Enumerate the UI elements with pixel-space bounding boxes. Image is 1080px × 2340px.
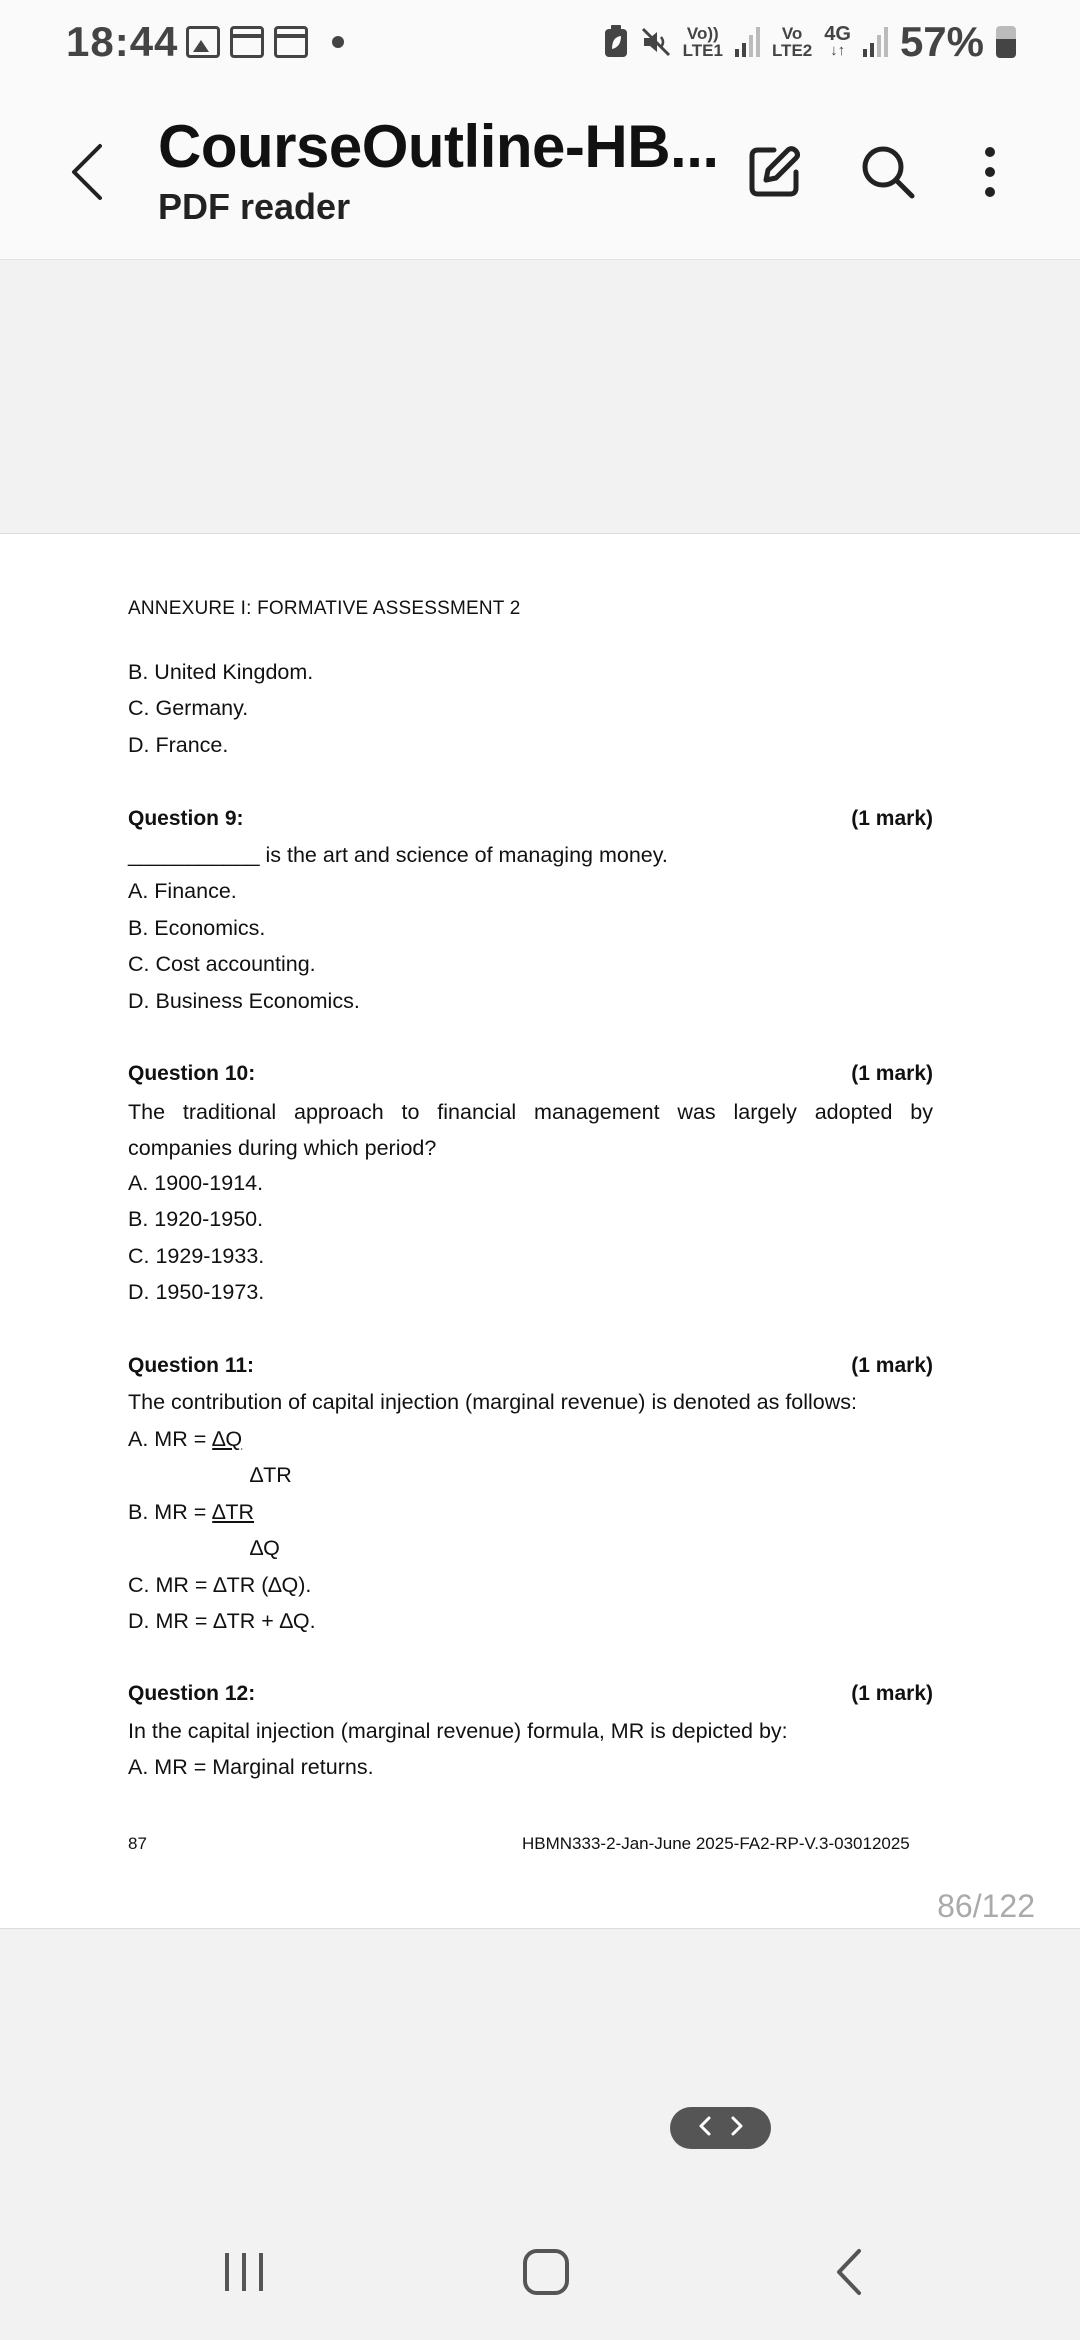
battery-icon xyxy=(996,26,1016,58)
prev-option-d: D. France. xyxy=(128,733,229,757)
question-10-option-b: B. 1920-1950. xyxy=(128,1207,264,1231)
prev-option-b: B. United Kingdom. xyxy=(128,660,314,684)
option-b-numerator: ∆TR xyxy=(212,1500,255,1524)
system-back-button[interactable] xyxy=(810,2242,890,2302)
chevron-left-icon xyxy=(60,140,120,204)
sim2-data-indicator xyxy=(824,23,851,59)
app-bar xyxy=(0,88,1080,260)
question-10-option-d: D. 1950-1973. xyxy=(128,1280,265,1304)
search-button[interactable] xyxy=(854,138,922,206)
question-12-stem: In the capital injection (marginal revenue) formula, MR is depicted by: xyxy=(128,1719,788,1743)
question-9-option-d: D. Business Economics. xyxy=(128,989,360,1013)
document-page-number: 87 xyxy=(128,1834,147,1853)
question-9-option-c: C. Cost accounting. xyxy=(128,952,316,976)
option-b-denominator: ∆Q xyxy=(250,1536,280,1560)
question-11-option-a xyxy=(128,1427,242,1452)
chevron-right-icon xyxy=(729,2115,745,2137)
question-10-option-c: C. 1929-1933. xyxy=(128,1244,265,1268)
edit-button[interactable] xyxy=(740,138,808,206)
option-a-prefix: A. MR = xyxy=(128,1427,213,1451)
question-10-label: Question 10: xyxy=(128,1062,256,1085)
question-9-option-b: B. Economics. xyxy=(128,916,266,940)
question-9-option-a: A. Finance. xyxy=(128,879,237,903)
more-vertical-icon xyxy=(980,142,1000,202)
sim2-signal-icon xyxy=(863,27,888,57)
sim1-lte-label: LTE1 xyxy=(682,41,723,60)
sim2-network xyxy=(772,25,812,59)
back-button[interactable] xyxy=(60,140,120,204)
option-b-prefix: B. MR = xyxy=(128,1500,213,1524)
pdf-page[interactable] xyxy=(0,533,1080,1929)
system-indicators xyxy=(603,18,1016,66)
calendar-icon xyxy=(230,26,264,58)
question-10-mark: (1 mark) xyxy=(851,1062,933,1085)
prev-option-c: C. Germany. xyxy=(128,696,249,720)
more-notifications-dot-icon xyxy=(332,36,344,48)
home-icon xyxy=(521,2247,571,2297)
question-12-option-a: A. MR = Marginal returns. xyxy=(128,1755,374,1779)
question-11-option-c: C. MR = ∆TR (∆Q). xyxy=(128,1573,312,1597)
sim2-lte-label: LTE2 xyxy=(771,41,813,60)
annexure-header: ANNEXURE I: FORMATIVE ASSESSMENT 2 xyxy=(128,598,521,619)
question-11-label: Question 11: xyxy=(128,1354,255,1377)
question-10-heading xyxy=(128,1062,933,1086)
data-arrows-icon: ↓↑ xyxy=(830,42,846,59)
status-time: 18:44 xyxy=(66,18,179,65)
recent-apps-button[interactable] xyxy=(204,2242,284,2302)
mute-icon xyxy=(641,27,671,57)
sim1-signal-icon xyxy=(735,27,760,57)
question-9-stem: ___________ is the art and science of managing money. xyxy=(128,843,668,867)
question-9-mark: (1 mark) xyxy=(851,807,933,830)
sim1-network xyxy=(683,25,723,59)
status-bar xyxy=(0,0,1080,88)
home-button[interactable] xyxy=(506,2242,586,2302)
battery-percent: 57% xyxy=(899,18,984,65)
document-title: CourseOutline-HB... xyxy=(158,113,719,180)
question-10-option-a: A. 1900-1914. xyxy=(128,1171,264,1195)
question-12-heading xyxy=(128,1682,933,1706)
more-options-button[interactable] xyxy=(956,138,1024,206)
question-12-label: Question 12: xyxy=(128,1682,256,1705)
question-12-mark: (1 mark) xyxy=(851,1682,933,1705)
back-icon xyxy=(825,2247,875,2297)
app-subtitle: PDF reader xyxy=(158,186,351,227)
question-11-heading xyxy=(128,1354,933,1378)
notification-icons xyxy=(186,26,344,58)
page-counter: 86/122 xyxy=(937,1888,1035,1924)
question-10-stem: The traditional approach to financial management was largely adopted by companies during which period? xyxy=(128,1100,933,1160)
option-a-numerator: ∆Q xyxy=(212,1427,243,1451)
option-a-denominator: ∆TR xyxy=(250,1463,292,1487)
sim2-4g-label: 4G xyxy=(824,23,851,45)
power-saving-icon xyxy=(603,25,629,59)
chevron-left-icon xyxy=(697,2115,713,2137)
question-11-option-d: D. MR = ∆TR + ∆Q. xyxy=(128,1609,316,1633)
previous-page-button[interactable] xyxy=(697,2115,713,2142)
question-11-option-b xyxy=(128,1500,254,1525)
viewer-gutter-top xyxy=(0,261,1080,533)
document-code: HBMN333-2-Jan-June 2025-FA2-RP-V.3-03012025 xyxy=(522,1834,910,1853)
gallery-icon xyxy=(186,26,220,58)
question-9-heading xyxy=(128,807,933,831)
sim1-volte-label: Vo)) xyxy=(686,24,719,43)
search-icon xyxy=(858,142,918,202)
page-nav-pill xyxy=(670,2107,771,2149)
sim2-volte-label: Vo xyxy=(781,24,803,43)
question-11-mark: (1 mark) xyxy=(851,1354,933,1377)
system-navigation-bar xyxy=(0,2200,1080,2340)
recent-apps-icon xyxy=(219,2247,269,2297)
question-11-stem: The contribution of capital injection (marginal revenue) is denoted as follows: xyxy=(128,1390,858,1414)
question-9-label: Question 9: xyxy=(128,807,244,830)
edit-icon xyxy=(744,142,804,202)
calendar-icon xyxy=(274,26,308,58)
next-page-button[interactable] xyxy=(729,2115,745,2142)
